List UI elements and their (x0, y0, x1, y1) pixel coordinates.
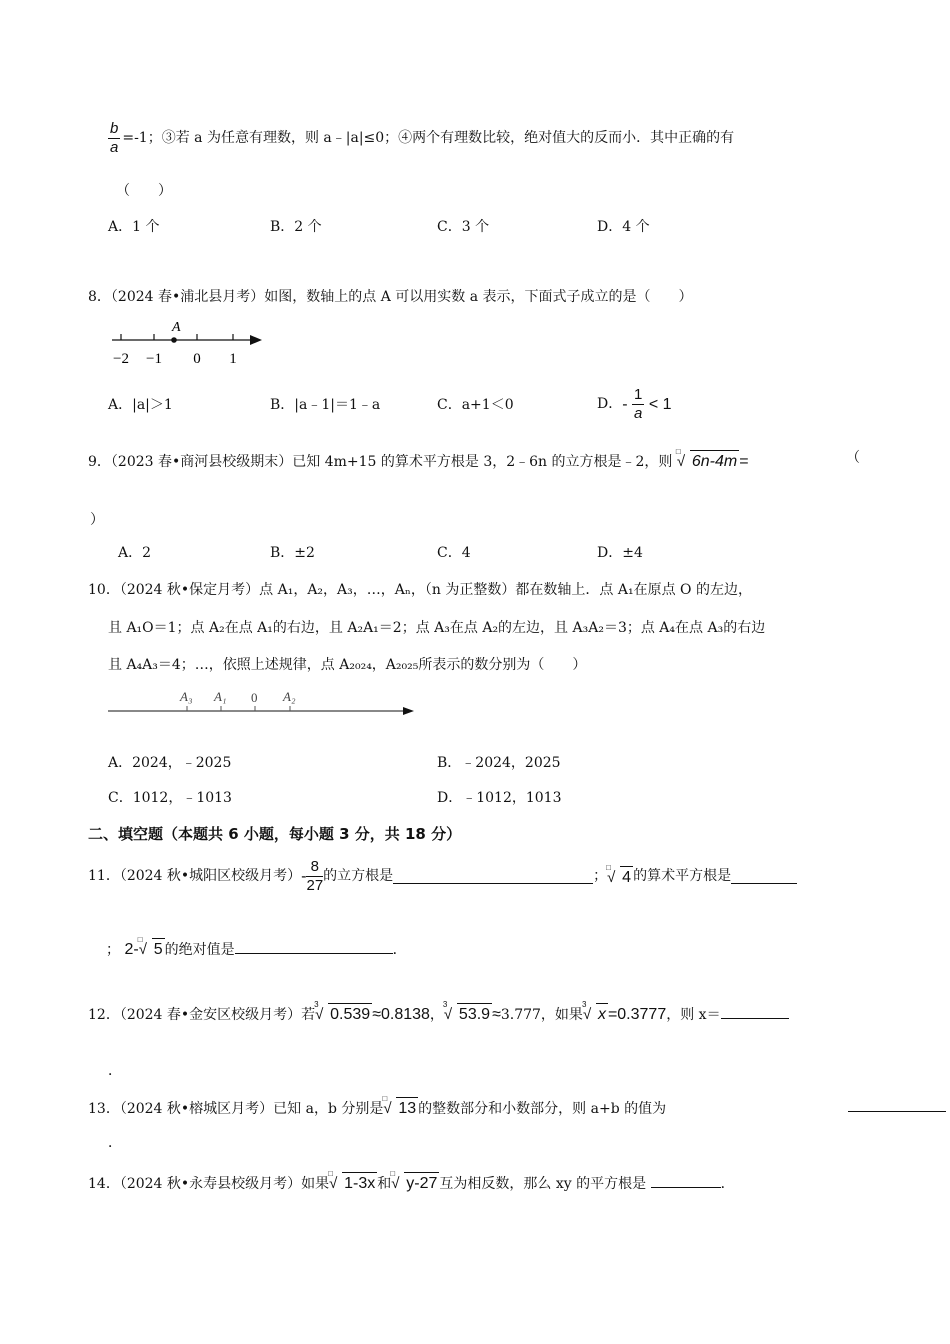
q7-option-c[interactable]: C．3 个 (437, 219, 490, 235)
q14-prefix: 14．（2024 秋•永寿县校级月考）如果 (88, 1176, 330, 1192)
q8-axis-arrow (250, 335, 262, 345)
q12-radical-2-sign: √ (443, 1006, 453, 1024)
q12-blank[interactable] (721, 1004, 789, 1019)
q8-point-a (171, 337, 177, 343)
q11-radical-3 (137, 935, 165, 959)
q11-prefix: 11．（2024 秋•城阳区校级月考） (88, 868, 302, 885)
q11-fraction (306, 858, 323, 895)
q10-number-line-figure (100, 684, 420, 718)
q12-tail: ，则 x＝ (666, 1007, 721, 1023)
q12-radical-1 (314, 1000, 372, 1024)
q9-option-d[interactable]: D．±4 (597, 545, 643, 561)
q14-blank[interactable] (651, 1173, 721, 1188)
q11-line-2 (106, 935, 407, 959)
q8-option-d-den: a (634, 405, 643, 422)
q9-stem-line (88, 447, 749, 471)
q12-prefix: 12．（2024 春•金安区校级月考）若 (88, 1007, 316, 1023)
q12-line (88, 1000, 789, 1024)
q11-frac-num: 8 (306, 858, 323, 877)
q11-minus: - (301, 867, 307, 885)
q11-line2-math: 2- (124, 941, 139, 958)
q11-part3: 的绝对值是 (164, 942, 235, 958)
q14-end: ． (720, 1176, 735, 1192)
q13-radical-index: □ (382, 1094, 388, 1103)
q11-blank-3[interactable] (235, 939, 393, 954)
q11-frac-den: 27 (306, 877, 324, 894)
q13-line (88, 1094, 667, 1118)
q13-end: ． (108, 1135, 122, 1151)
q10-label-a2: A₂ (283, 689, 296, 704)
q12-radical-2-index: 3 (442, 1000, 448, 1009)
q13-radical-body: 13 (396, 1097, 418, 1118)
q12-radical-1-sign: √ (315, 1006, 324, 1024)
q7-option-d[interactable]: D．4 个 (597, 219, 650, 235)
q9-paren-open: （ (846, 450, 860, 466)
q14-radical-1-sign: √ (329, 1175, 338, 1193)
q13-prefix: 13．（2024 秋•榕城区月考）已知 a，b 分别是 (88, 1101, 384, 1117)
q8-tick-label-1: 1 (229, 351, 237, 367)
q14-radical-2-body: y-27 (404, 1172, 439, 1193)
q14-radical-1 (328, 1169, 377, 1193)
q11-blank-2[interactable] (731, 869, 797, 884)
q12-radical-2-number: 3.777，如果 (500, 1007, 583, 1023)
q9-option-b[interactable]: B．±2 (270, 545, 315, 561)
q11-radical-2-body: 4 (620, 866, 633, 887)
q8-option-d-fraction (632, 386, 644, 423)
q12-radical-1-body: 0.539 (328, 1003, 372, 1024)
q8-tick-label-minus2: −2 (113, 351, 129, 367)
q14-mid: 和 (377, 1176, 392, 1192)
q10-stem-line-2: 且 A₁O＝1；点 A₂在点 A₁的右边，且 A₂A₁＝2；点 A₃在点 A₂的左边，且 A₃A₂＝3；点 A₄在点 A₃的右边 (108, 620, 766, 636)
q11-blank-1[interactable] (393, 869, 593, 884)
q9-radical (675, 447, 739, 471)
q7-frac-num: b (110, 120, 119, 137)
q10-option-b[interactable]: B．﹣2024，2025 (437, 755, 561, 771)
q13-radical-sign: √ (383, 1100, 392, 1118)
q11-radical-2 (606, 862, 633, 887)
q10-axis-arrow (403, 707, 414, 715)
q11-radical-3-sign: √ (138, 941, 147, 959)
q8-option-c[interactable]: C．a+1＜0 (437, 397, 514, 413)
q11-radical-2-sign: √ (607, 869, 616, 887)
section-2-title: 二、填空题（本题共 6 小题，每小题 3 分，共 18 分） (88, 825, 462, 843)
q12-radical-3-sign: √ (582, 1006, 592, 1024)
q10-label-a1: A₁ (214, 689, 227, 704)
q8-option-a[interactable]: A．|a|＞1 (108, 397, 173, 413)
q10-label-a3: A₃ (180, 689, 193, 704)
q12-radical-1-value: ≈0.8138 (372, 1006, 430, 1023)
q9-stem: 9．（2023 春•商河县校级期末）已知 4m+15 的算术平方根是 3，2﹣6n 的立方根是﹣2，则 (88, 454, 673, 470)
q14-tail: 互为相反数，那么 xy 的平方根是 (439, 1176, 647, 1192)
q9-radical-sign: √ (676, 453, 686, 471)
q12-end: ． (108, 1063, 122, 1079)
q13-tail: 的整数部分和小数部分，则 a+b 的值为 (418, 1101, 667, 1117)
q8-option-d[interactable] (597, 386, 672, 423)
q10-option-c[interactable]: C．1012，﹣1013 (108, 790, 232, 806)
q9-option-a[interactable]: A．2 (118, 545, 152, 561)
q11-radical-2-index: □ (606, 862, 612, 872)
q14-radical-2-sign: √ (391, 1175, 400, 1193)
q14-radical-2 (390, 1169, 439, 1193)
q9-option-c[interactable]: C．4 (437, 545, 471, 561)
q10-stem-line-3: 且 A₄A₃＝4；…，依照上述规律，点 A₂₀₂₄，A₂₀₂₅所表示的数分别为（ ） (108, 657, 587, 673)
q8-option-d-prefix: D． (597, 396, 623, 413)
q11-line2-lead: ； (106, 942, 120, 958)
q12-radical-2-approx: ≈ (492, 1006, 501, 1023)
q14-radical-2-index: □ (390, 1169, 396, 1178)
q9-equals: = (739, 453, 749, 470)
q8-option-d-num: 1 (634, 386, 643, 403)
q11-semicolon: ； (593, 868, 608, 885)
q12-radical-3 (581, 1000, 608, 1024)
q10-option-a[interactable]: A．2024，﹣2025 (108, 755, 232, 771)
q9-paren-close: ） (90, 512, 104, 528)
q7-option-a[interactable]: A．1 个 (108, 219, 160, 235)
q7-option-b[interactable]: B．2 个 (270, 219, 322, 235)
q12-radical-2-body: 53.9 (457, 1003, 492, 1024)
q7-condition-text: =-1；③若 a 为任意有理数，则 a﹣|a|≤0；④两个有理数比较，绝对值大的反而小．其中正确的有 (122, 130, 735, 147)
q11-part1: 的立方根是 (323, 868, 394, 885)
q12-radical-3-body: x (596, 1003, 608, 1024)
q13-radical (382, 1094, 418, 1118)
q12-radical-2 (442, 1000, 492, 1024)
q7-answer-paren: （ ） (116, 183, 172, 199)
q8-option-b[interactable]: B．|a﹣1|＝1﹣a (270, 397, 381, 413)
q9-radical-index: □ (675, 447, 681, 456)
q13-blank[interactable] (848, 1097, 946, 1117)
q8-tick-label-minus1: −1 (146, 351, 162, 367)
q11-part2: 的算术平方根是 (633, 868, 732, 885)
q14-line (88, 1169, 735, 1193)
q12-radical-3-index: 3 (581, 1000, 587, 1009)
q14-radical-1-body: 1-3x (342, 1172, 377, 1193)
q7-fraction (108, 120, 120, 157)
q7-frac-den: a (110, 139, 119, 156)
q11-radical-3-body: 5 (152, 938, 165, 959)
q12-radical-1-index: 3 (314, 1000, 319, 1009)
q11-end: ． (392, 942, 407, 958)
q10-label-0: 0 (251, 690, 258, 705)
q11-line-1 (88, 858, 797, 895)
q14-radical-1-index: □ (328, 1169, 333, 1178)
q11-radical-3-index: □ (137, 935, 143, 944)
q12-comma: ， (429, 1007, 444, 1023)
q8-option-d-minus: - (622, 395, 628, 413)
q8-point-a-label: A (172, 320, 181, 335)
q8-tick-label-0: 0 (193, 351, 201, 367)
q12-radical-3-value: =0.3777 (607, 1006, 667, 1023)
q8-stem: 8．（2024 春•浦北县月考）如图，数轴上的点 A 可以用实数 a 表示，下面式子成立的是（ ） (88, 289, 693, 305)
q7-condition-line (108, 120, 734, 157)
q10-option-d[interactable]: D．﹣1012，1013 (437, 790, 562, 806)
q8-option-d-rhs: < 1 (648, 395, 672, 413)
q10-stem-line-1: 10．（2024 秋•保定月考）点 A₁，A₂，A₃，…，Aₙ，（n 为正整数）都在数轴上．点 A₁在原点 O 的左边， (88, 582, 752, 598)
q8-number-line-figure (100, 316, 270, 370)
q9-radical-body: 6n-4m (690, 450, 739, 471)
